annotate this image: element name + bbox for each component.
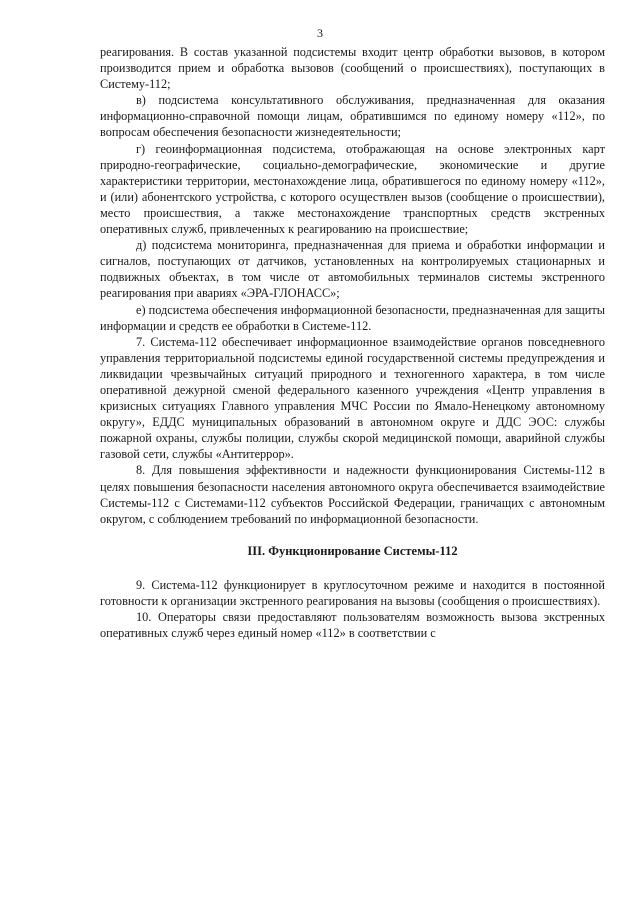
paragraph-continuation: реагирования. В состав указанной подсистемы входит центр обработки вызовов, в котором производится прием и обработка вызовов (сообщений о происшествиях), поступающих в Систему-112; (100, 45, 605, 92)
paragraph-7: 7. Система-112 обеспечивает информационное взаимодействие органов повседневного управления территориальной подсистемы единой государственной системы предупреждения и ликвидации чрезвычайных ситуаций природного и техногенного характера, в том числе оперативной дежурной сменой федерального казенного учреждения «Центр управления в кризисных ситуациях Главного управления МЧС России по Ямало-Ненецкому автономному округу», ЕДДС муниципальных образований в автономном округе и ДДС ЭОС: службы пожарной охраны, службы полиции, службы скорой медицинской помощи, аварийной службы газовой сети, службы «Антитеррор». (100, 334, 605, 462)
page-number: 3 (317, 26, 323, 40)
section-heading: III. Функционирование Системы-112 (247, 543, 458, 558)
paragraph-item-g: г) геоинформационная подсистема, отображающая на основе электронных карт природно-географические, социально-демографические, экономические и другие характеристики территории, местонахождение лица, обратившегося по единому номеру «112», и (или) абонентского устройства, с которого осуществлен вызов (сообщение о происшествии), место происшествия, а также местонахождение транспортных средств экстренных оперативных служб, привлеченных к реагированию на происшествие; (100, 141, 605, 237)
paragraph-item-d: д) подсистема мониторинга, предназначенная для приема и обработки информации и сигналов, поступающих от датчиков, установленных на контролируемых стационарных и подвижных объектах, в том числе от автомобильных терминалов системы экстренного реагирования при авариях «ЭРА-ГЛОНАСС»; (100, 238, 605, 301)
paragraph-item-e: е) подсистема обеспечения информационной безопасности, предназначенная для защиты информации и средств ее обработки в Системе-112. (100, 302, 605, 333)
paragraph-10: 10. Операторы связи предоставляют пользователям возможность вызова экстренных оперативных служб через единый номер «112» в соответствии с (100, 610, 605, 641)
paragraph-9: 9. Система-112 функционирует в круглосуточном режиме и находится в постоянной готовности к организации экстренного реагирования на вызовы (сообщения о происшествиях). (100, 577, 605, 608)
paragraph-item-v: в) подсистема консультативного обслуживания, предназначенная для оказания информационно-справочной помощи лицам, обратившимся по единому номеру «112», по вопросам обеспечения безопасности жизнедеятельности; (100, 93, 605, 140)
paragraph-8: 8. Для повышения эффективности и надежности функционирования Системы-112 в целях повышения безопасности населения автономного округа обеспечивается взаимодействие Системы-112 с Системами-112 субъектов Российской Федерации, граничащих с автономным округом, с соблюдением требований по информационной безопасности. (100, 463, 605, 526)
document-body (100, 44, 605, 641)
